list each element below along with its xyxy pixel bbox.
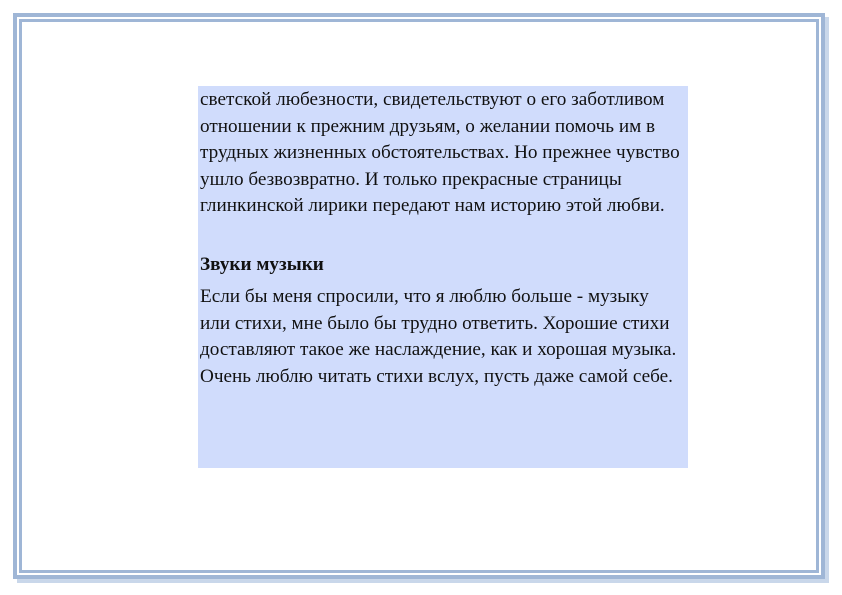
frame-shadow-bottom	[17, 579, 829, 583]
section-heading: Звуки музыки	[200, 253, 324, 275]
selected-text-block[interactable]	[198, 86, 688, 468]
paragraph-music-poems: Если бы меня спросили, что я люблю больше - музыку или стихи, мне было бы трудно ответить. Хорошие стихи доставляют такое же наслаждение, как и хорошая музыка. Очень люблю читать стихи вслух, пусть даже самой себе.	[200, 286, 677, 387]
frame-shadow-right	[825, 17, 829, 583]
paragraph-lyric-history: светской любезности, свидетельствуют о его заботливом отношении к прежним друзьям, о желании помочь им в трудных жизненных обстоятельствах. Но прежнее чувство ушло безвозвратно. И только прекрасные страницы глинкинской лирики передают нам историю этой любви.	[200, 89, 680, 216]
